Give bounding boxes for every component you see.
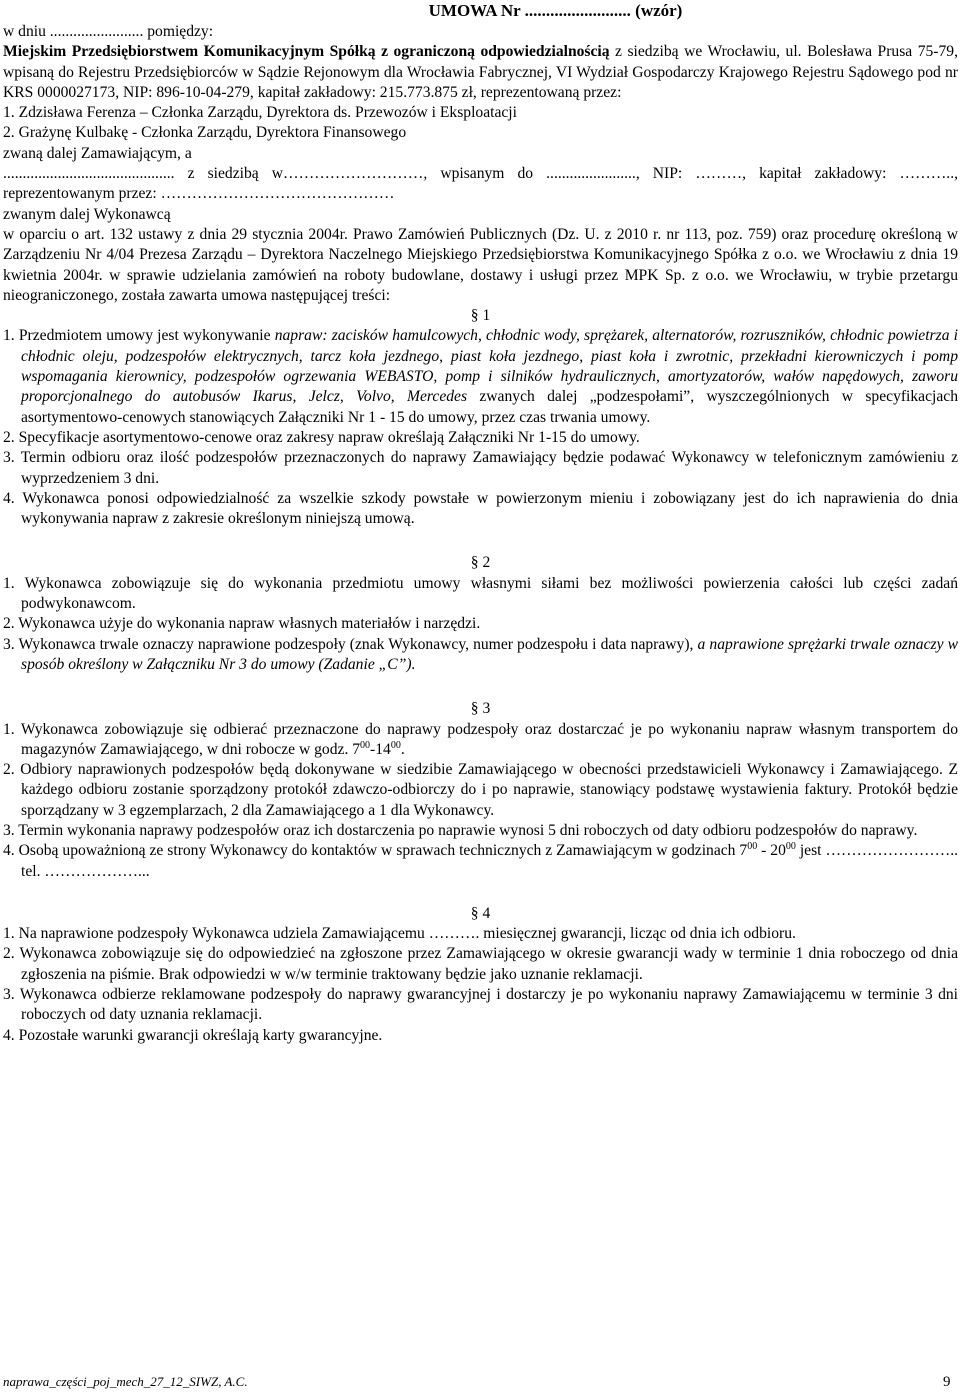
ordering-party-label: zwaną dalej Zamawiającym, a — [3, 144, 192, 162]
s1-point-1 — [3, 326, 958, 427]
s3-p1-mid: -14 — [370, 740, 391, 758]
page-number: 9 — [943, 1374, 951, 1390]
s3-p1-text: 1. Wykonawca zobowiązuje się odbierać przeznaczone do naprawy podzespoły oraz dostarczać je po wykonaniu napraw własnym transportem do magazynów Zamawiającego, w dni robocze w godz. 7 — [3, 720, 958, 758]
s1-point-2: 2. Specyfikacje asortymentowo-cenowe oraz zakresy napraw określają Załączniki Nr 1-15 do umowy. — [3, 428, 640, 446]
s3-p4-end: jest …………………….. tel. ………………... — [21, 842, 958, 880]
s4-point-3: 3. Wykonawca odbierze reklamowane podzespoły do naprawy gwarancyjnej i dostarczy je po wykonaniu naprawy Zamawiającemu w terminie 3 dni roboczych od daty uznania reklamacji. — [3, 986, 958, 1024]
s4-point-2: 2. Wykonawca zobowiązuje się do odpowiedzieć na zgłoszone przez Zamawiającego w okresie gwarancji wady w terminie 1 dnia roboczego od dnia zgłoszenia na piśmie. Brak odpowiedzi w w/w terminie traktowany będzie jako uznanie reklamacji. — [3, 945, 958, 983]
s1-point-4: 4. Wykonawca ponosi odpowiedzialność za wszelkie szkody powstałe w powierzonym mieniu i zobowiązany jest do ich naprawienia do dnia wykonywania napraw z zakresie określonym niniejszą umową. — [3, 489, 958, 528]
intro-company — [3, 42, 958, 103]
s2-p3-italic: a naprawione sprężarki trwale oznaczy w sposób określony w Załączniku Nr 3 do umowy (Zadanie „C”). — [21, 635, 958, 673]
s1-p1-end: zwanych dalej „podzespołami”, wyszczególnionych w specyfikacjach asortymentowo-cenowych stanowiących Załączniki Nr 1 - 15 do umowy, przez czas trwania umowy. — [21, 388, 958, 426]
representative-1: 1. Zdzisława Ferenza – Członka Zarządu, Dyrektora ds. Przewozów i Eksploatacji — [3, 104, 517, 122]
s3-point-2: 2. Odbiory naprawionych podzespołów będą dokonywane w siedzibie Zamawiającego w obecności przedstawicieli Wykonawcy i Zamawiającego. Z każdego odbioru zostanie sporządzony protokół zdawczo-odbiorczy do i po naprawie, stanowiący podstawę wystawienia faktury. Protokół będzie sporządzany w 3 egzemplarzach, 2 dla Zamawiającego a 1 dla Wykonawcy. — [3, 761, 958, 819]
document-page — [3, 0, 958, 1046]
footer-filename: naprawa_części_poj_mech_27_12_SIWZ, A.C. — [3, 1374, 248, 1389]
s3-point-4 — [3, 841, 958, 882]
s3-p1-sup-end: 00 — [390, 739, 401, 751]
s3-p4-text: 4. Osobą upoważnioną ze strony Wykonawcy do kontaktów w sprawach technicznych z Zamawiającym w godzinach 7 — [3, 842, 748, 860]
document-title: UMOWA Nr ......................... (wzór) — [428, 1, 683, 20]
contractor-label: zwanym dalej Wykonawcą — [3, 205, 171, 223]
s3-point-1 — [3, 720, 958, 761]
section-heading-1: § 1 — [470, 307, 491, 325]
s2-point-2: 2. Wykonawca użyje do wykonania napraw własnych materiałów i narzędzi. — [3, 615, 481, 633]
legal-basis: w oparciu o art. 132 ustawy z dnia 29 stycznia 2004r. Prawo Zamówień Publicznych (Dz. U. z 2010 r. nr 113, poz. 759) oraz procedurę określoną w Zarządzeniu Nr 4/04 Prezesa Zarządu – Dyrektora Naczelnego Miejskiego Przedsiębiorstwa Komunikacyjnego Spółka z o.o. we Wrocławiu z dnia 19 kwietnia 2004r. w sprawie udzielania zamówień na roboty budowlane, dostawy i usługi przez MPK Sp. z o.o. we Wrocławiu, w trybie przetargu nieograniczonego, została zawarta umowa następującej treści: — [3, 225, 958, 304]
section-heading-4: § 4 — [470, 904, 491, 922]
s4-point-4: 4. Pozostałe warunki gwarancji określają karty gwarancyjne. — [3, 1026, 383, 1044]
representative-2: 2. Grażynę Kulbakę - Członka Zarządu, Dyrektora Finansowego — [3, 124, 407, 142]
s3-p4-sup-start: 00 — [747, 841, 758, 853]
s2-p3-text: 3. Wykonawca trwale oznaczy naprawione podzespoły (znak Wykonawcy, numer podzespołu i data naprawy), — [3, 635, 694, 653]
section-heading-2: § 2 — [470, 554, 491, 572]
s2-point-1: 1. Wykonawca zobowiązuje się do wykonania przedmiotu umowy własnymi siłami bez możliwości powierzenia całości lub części zadań podwykonawcom. — [3, 574, 958, 613]
s1-point-3: 3. Termin odbioru oraz ilość podzespołów przeznaczonych do naprawy Zamawiający będzie podawać Wykonawcy w telefonicznym zamówieniu z wyprzedzeniem 3 dni. — [3, 449, 958, 487]
contractor-details: ............................................ z siedzibą w………………………, wpisanym do ......................., NIP: ………, kapitał zakładowy: ……….., reprezentowanym przez: ……………………………………… — [3, 165, 958, 203]
company-name: Miejskim Przedsiębiorstwem Komunikacyjnym Spółką z ograniczoną odpowiedzialnością — [3, 43, 610, 61]
s4-point-1: 1. Na naprawione podzespoły Wykonawca udziela Zamawiającemu ………. miesięcznej gwarancji, licząc od dnia ich odbioru. — [3, 925, 796, 943]
intro-date: w dniu ........................ pomiędzy: — [3, 23, 214, 40]
s3-p1-sup-start: 00 — [360, 739, 371, 751]
s3-p4-mid: - 20 — [757, 842, 786, 860]
s1-p1-italic: napraw: zacisków hamulcowych, chłodnic wody, sprężarek, alternatorów, rozruszników, chłodnic powietrza i chłodnic oleju, podzespołów elektrycznych, tarcz koła jezdnego, piast koła jezdnego, piast koła i zwrotnic, przekładni kierowniczych i pomp wspomagania kierownicy, podzespołów ogrzewania WEBASTO, pomp i silników hydraulicznych, amortyzatorów, wałów napędowych, zaworu proporcjonalnego do autobusów Ikarus, Jelcz, Volvo, Mercedes — [21, 327, 959, 406]
s2-point-3 — [3, 635, 958, 676]
company-details: z siedzibą we Wrocławiu, ul. Bolesława Prusa 75-79, wpisaną do Rejestru Przedsiębiorców w Sądzie Rejonowym dla Wrocławia Fabrycznej, VI Wydział Gospodarczy Krajowego Rejestru Sądowego pod nr KRS 0000027173, NIP: 896-10-04-279, kapitał zakładowy: 215.773.875 zł, reprezentowaną przez: — [3, 43, 958, 101]
s3-p4-sup-end: 00 — [785, 841, 796, 853]
section-heading-3: § 3 — [470, 700, 491, 718]
s1-p1-text: 1. Przedmiotem umowy jest wykonywanie — [3, 327, 275, 345]
s3-p1-end: . — [400, 740, 405, 758]
s3-point-3: 3. Termin wykonania naprawy podzespołów oraz ich dostarczenia po naprawie wynosi 5 dni roboczych od daty odbioru podzespołów do naprawy. — [3, 821, 918, 839]
